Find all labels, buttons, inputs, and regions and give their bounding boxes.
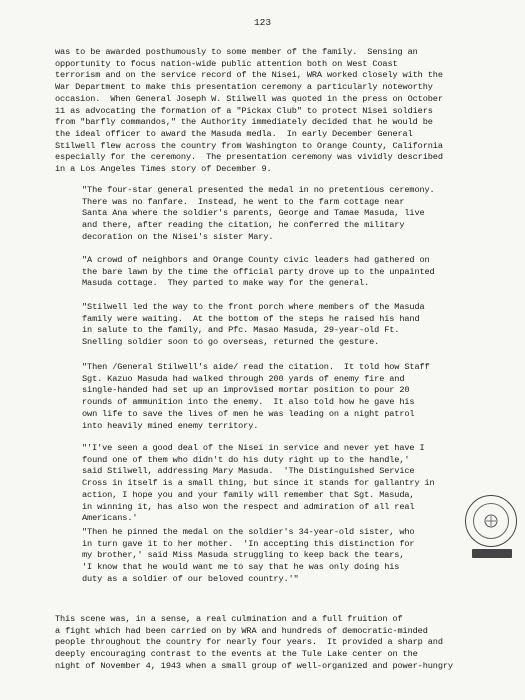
stamp-tag	[472, 549, 512, 558]
quote-paragraph-porch: "Stilwell led the way to the front porch where members of the Masuda family were waiting. At the bottom of the steps he raised his hand in salute to the family, and Pfc. Masao Masuda, 29-year-old Ft. Snelling soldier soon to go overseas, returned the gesture.	[82, 302, 425, 348]
quote-paragraph-ceremony: "The four-star general presented the medal in no pretentious ceremony. There was no fanfare. Instead, he went to the farm cottage near Santa Ana where the soldier's parents, George and Tamae Masuda, live and there, after reading the citation, he conferred the military decoration on the Nisei's sister Mary.	[82, 185, 435, 242]
archive-stamp-icon	[465, 495, 517, 547]
closing-paragraph: This scene was, in a sense, a real culmination and a full fruition of a fight which had been carried on by WRA and hundreds of democratic-minded people throughout the country for nearly four years. It provided a sharp and deeply encouraging contrast to the events at the Tule Lake center on the night of November 4, 1943 when a small group of well-organized and power-hungry	[55, 614, 453, 671]
quote-paragraph-sister: "Then he pinned the medal on the soldier's 34-year-old sister, who in turn gave it to her mother. 'In accepting this distinction for my brother,' said Miss Masuda struggling to keep back the tears, 'I know that he would want me to say that he was only doing his duty as a soldier of our beloved country.'"	[82, 527, 415, 584]
quote-paragraph-crowd: "A crowd of neighbors and Orange County civic leaders had gathered on the bare lawn by the time the official party drove up to the unpainted Masuda cottage. They parted to make way for the general.	[82, 255, 435, 289]
quote-paragraph-stilwell-speech: "'I've seen a good deal of the Nisei in service and never yet have I found one of them who didn't do his duty right up to the handle,' said Stilwell, addressing Mary Masuda. 'The Distinguished Service Cross in itself is a small thing, but since it stands for gallantry in action, I hope you and your family will remember that Sgt. Masuda, in winning it, has also won the respect and admiration of all real Americans.'	[82, 443, 435, 524]
intro-paragraph: was to be awarded posthumously to some member of the family. Sensing an opportunity to focus nation-wide public attention both on West Coast terrorism and on the service record of the Nisei, WRA worked closely with the War Department to make this presentation ceremony a particularly noteworthy occasion. When General Joseph W. Stilwell was quoted in the press on October 11 as advocating the formation of a "Pickax Club" to protect Nisei soldiers from "barfly commandos," the Authority immediately decided that he would be the ideal officer to award the Masuda medla. In early December General Stilwell flew across the country from Washington to Orange County, California especially for the ceremony. The presentation ceremony was vividly described in a Los Angeles Times story of December 9.	[55, 47, 443, 175]
page-number: 123	[253, 17, 272, 28]
quote-paragraph-citation: "Then /General Stilwell's aide/ read the citation. It told how Staff Sgt. Kazuo Masuda had walked through 200 yards of enemy fire and single-handed had set up an improvised mortar position to pour 20 rounds of ammunition into the enemy. It also told how he gave his own life to save the lives of men he was leading on a night patrol into heavily mined enemy territory.	[82, 362, 430, 431]
